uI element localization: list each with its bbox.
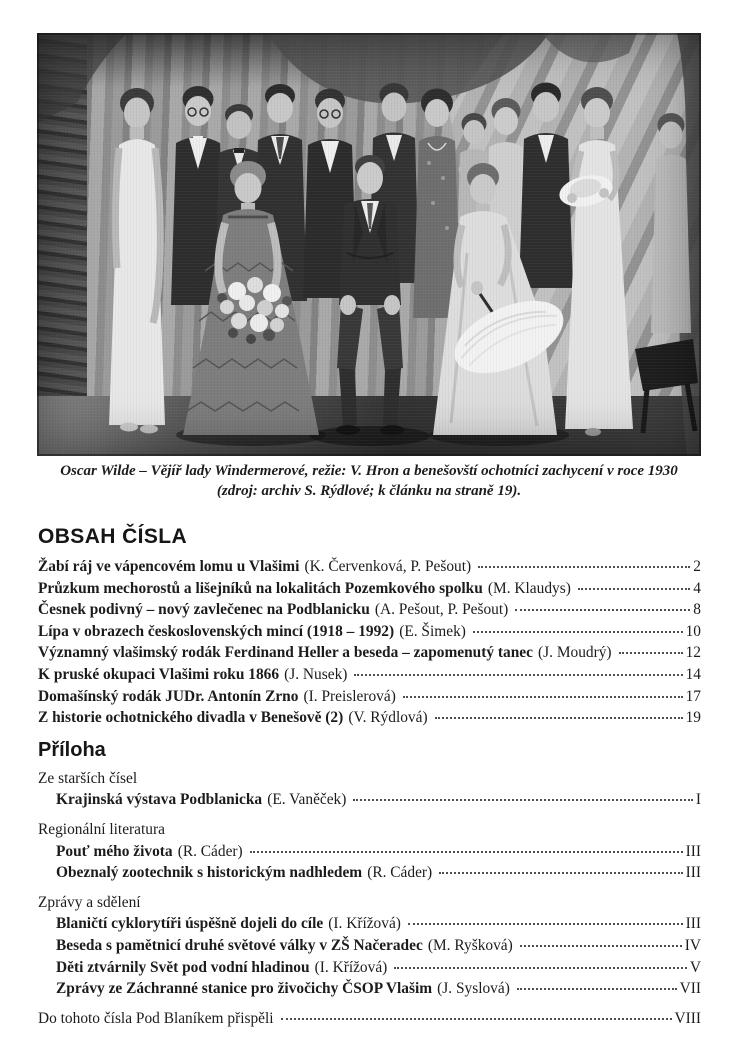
item-authors: (V. Rýdlová) xyxy=(348,709,428,727)
item-page-number: 10 xyxy=(685,622,701,640)
item-authors: (I. Preislerová) xyxy=(303,687,396,705)
item-authors: (R. Cáder) xyxy=(177,842,243,860)
item-page-number: III xyxy=(685,915,701,933)
appendix-section xyxy=(38,892,701,1000)
item-authors: (J. Nusek) xyxy=(284,665,348,683)
dotted-leader xyxy=(578,588,690,590)
toc-item-row xyxy=(38,642,701,664)
dotted-leader xyxy=(435,717,683,719)
item-authors: (E. Vaněček) xyxy=(267,791,347,809)
section-label: Ze starších čísel xyxy=(38,769,138,787)
dotted-leader xyxy=(354,674,682,676)
item-page-number: V xyxy=(689,958,701,976)
item-title: Z historie ochotnického divadla v Benešově (2) xyxy=(38,709,344,727)
item-authors: (E. Šimek) xyxy=(399,622,466,640)
item-page-number: 12 xyxy=(685,644,701,662)
table-of-contents xyxy=(38,525,701,1029)
toc-item-row xyxy=(38,707,701,729)
appendix-heading: Příloha xyxy=(38,738,106,761)
item-page-number: III xyxy=(685,864,701,882)
item-authors: (I. Křížová) xyxy=(328,915,401,933)
item-page-number: I xyxy=(695,791,701,809)
item-authors: (A. Pešout, P. Pešout) xyxy=(374,601,509,619)
item-title: Obeznalý zootechnik s historickým nadhledem xyxy=(56,864,363,882)
dotted-leader xyxy=(408,923,683,925)
caption-line-1: Oscar Wilde – Vějíř lady Windermerové, režie: V. Hron a benešovští ochotníci zachycení v roce 1930 xyxy=(60,463,678,479)
item-title: Zprávy ze Záchranné stanice pro živočichy ČSOP Vlašim xyxy=(56,980,433,998)
photo-vignette xyxy=(37,33,701,456)
dotted-leader xyxy=(619,652,683,654)
item-page-number: IV xyxy=(684,936,701,954)
item-page-number: 4 xyxy=(693,579,701,597)
dotted-leader xyxy=(394,967,687,969)
item-page-number: VII xyxy=(679,980,701,998)
toc-item-row xyxy=(38,556,701,578)
item-title: Blaničtí cyklorytíři úspěšně dojeli do cíle xyxy=(56,915,324,933)
dotted-leader xyxy=(439,872,682,874)
appendix-section xyxy=(38,819,701,884)
dotted-leader xyxy=(281,1018,672,1020)
section-items xyxy=(38,913,701,999)
item-authors: (I. Křížová) xyxy=(314,958,388,976)
photo-caption xyxy=(37,461,701,501)
stage-photo xyxy=(37,33,701,456)
dotted-leader xyxy=(403,696,683,698)
appendix-item-row xyxy=(38,841,701,863)
appendix-item-row xyxy=(38,913,701,935)
appendix-sections xyxy=(38,768,701,1000)
appendix-item-row xyxy=(38,957,701,979)
item-title: Česnek podivný – nový zavlečenec na Podblanicku xyxy=(38,601,370,619)
item-page-number: 14 xyxy=(685,665,701,683)
section-label: Zprávy a sdělení xyxy=(38,893,141,911)
item-authors: (J. Syslová) xyxy=(437,980,510,998)
dotted-leader xyxy=(473,631,683,633)
item-authors: (J. Moudrý) xyxy=(538,644,612,662)
item-title: Lípa v obrazech československých mincí (1918 – 1992) xyxy=(38,622,395,640)
item-page-number: 19 xyxy=(685,709,701,727)
item-title: Děti ztvárnily Svět pod vodní hladinou xyxy=(56,958,310,976)
dotted-leader xyxy=(353,799,692,801)
item-authors: (K. Červenková, P. Pešout) xyxy=(304,558,472,575)
dotted-leader xyxy=(520,945,682,947)
appendix-section xyxy=(38,768,701,811)
contents-list xyxy=(38,556,701,729)
appendix-item-row xyxy=(38,789,701,811)
item-title: Krajinská výstava Podblanicka xyxy=(56,791,263,809)
item-page-number: 2 xyxy=(693,558,701,575)
dotted-leader xyxy=(478,566,690,568)
toc-item-row xyxy=(38,599,701,621)
toc-item-row xyxy=(38,578,701,600)
item-title: Průzkum mechorostů a lišejníků na lokalitách Pozemkového spolku xyxy=(38,579,483,597)
contributors-label: Do tohoto čísla Pod Blaníkem přispěli xyxy=(38,1009,274,1027)
section-items xyxy=(38,841,701,884)
toc-item-row xyxy=(38,686,701,708)
item-authors: (M. Ryšková) xyxy=(427,936,513,954)
contributors-page-number: VIII xyxy=(674,1009,701,1027)
item-authors: (M. Klaudys) xyxy=(487,579,571,597)
appendix-item-row xyxy=(38,862,701,884)
item-title: Beseda s pamětnicí druhé světové války v ZŠ Načeradec xyxy=(56,936,423,954)
dotted-leader xyxy=(250,851,683,853)
item-page-number: III xyxy=(685,842,701,860)
item-authors: (R. Cáder) xyxy=(367,864,433,882)
section-label: Regionální literatura xyxy=(38,820,165,838)
item-title: K pruské okupaci Vlašimi roku 1866 xyxy=(38,665,280,683)
contributors-row xyxy=(38,1008,701,1030)
item-page-number: 17 xyxy=(685,687,701,705)
dotted-leader xyxy=(515,609,690,611)
item-title: Žabí ráj ve vápencovém lomu u Vlašimi xyxy=(38,558,300,575)
dotted-leader xyxy=(517,988,677,990)
contents-heading: OBSAH ČÍSLA xyxy=(38,525,188,548)
caption-line-2: (zdroj: archiv S. Rýdlové; k článku na straně 19). xyxy=(216,483,522,499)
toc-item-row xyxy=(38,664,701,686)
toc-item-row xyxy=(38,621,701,643)
item-title: Domašínský rodák JUDr. Antonín Zrno xyxy=(38,687,299,705)
section-items xyxy=(38,789,701,811)
item-title: Pouť mého života xyxy=(56,842,173,860)
appendix-item-row xyxy=(38,978,701,1000)
item-page-number: 8 xyxy=(693,601,701,619)
appendix-item-row xyxy=(38,935,701,957)
item-title: Významný vlašimský rodák Ferdinand Heller a beseda – zapomenutý tanec xyxy=(38,644,533,662)
